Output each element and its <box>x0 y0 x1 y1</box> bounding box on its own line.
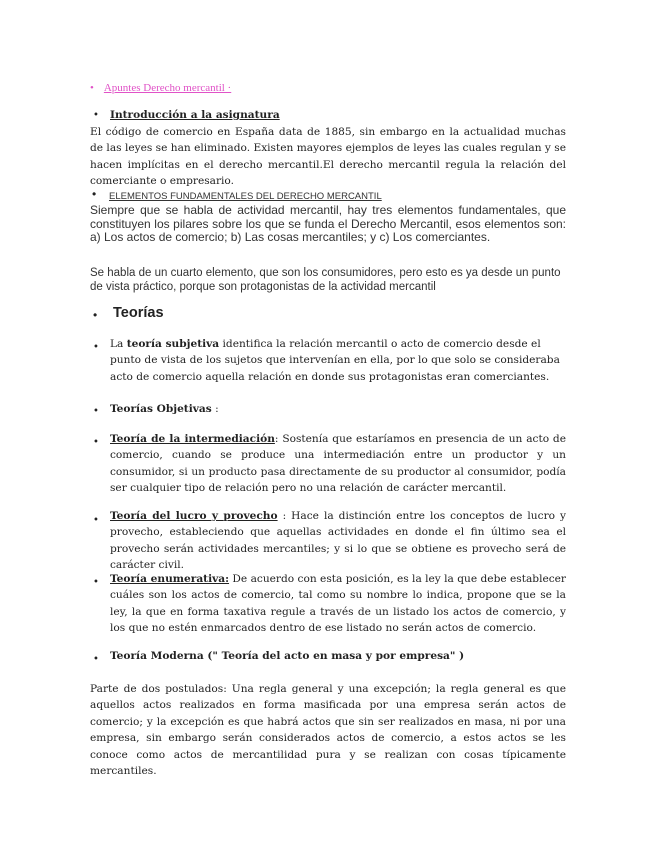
moderna-heading: Teoría Moderna (" Teoría del acto en masa y por empresa" ) <box>110 650 465 662</box>
bullet: • <box>93 342 99 353</box>
moderna-body: Parte de dos postulados: Una regla general y una excepción; la regla general es que aquellos actos realizados en forma masificada por una empresa serán actos de comercio; y la excepción es que habrá actos que sin ser realizados en masa, ni por una empresa, sin embargo serán considerados actos de comercio, a estos actos se les conoce como actos de mercantilidad pura y se realizan con cosas típicamente mercantiles. <box>90 683 566 778</box>
teoria-subjetiva <box>110 336 566 385</box>
bullet: • <box>93 654 99 665</box>
bullet: • <box>93 437 99 448</box>
bullet: • <box>93 308 98 322</box>
lucro-body: : Hace la distinción entre los conceptos de lucro y provecho, estableciendo que aquellas actividades en donde el fin último sea el provecho serán actividades mercantiles; y si lo que se obtiene es provecho será de carácter civil. <box>110 510 566 572</box>
subjetiva-body: identifica la relación mercantil o acto de comercio desde el punto de vista de los sujetos que intervenían en ella, por lo que solo se consideraba acto de comercio aquella relación en donde sus protagonistas eran comerciantes. <box>110 338 560 383</box>
bullet: • <box>92 187 97 201</box>
intermediacion-body: : Sostenía que estaríamos en presencia de un acto de comercio, cuando se produce una intermediación entre un productor y un consumidor, si un producto pasa directamente de su productor al consumidor, podía ser cualquier tipo de relación pero no una relación de carácter mercantil. <box>110 433 566 495</box>
bullet: • <box>93 406 99 417</box>
teoria-enumerativa <box>110 571 566 637</box>
elementos-heading: ELEMENTOS FUNDAMENTALES DEL DERECHO MERCANTIL <box>109 191 382 202</box>
intro-heading: Introducción a la asignatura <box>110 109 280 121</box>
enumerativa-body: De acuerdo con esta posición, es la ley la que debe establecer cuáles son los actos de comercio, tal como su nombre lo indica, propone que se la ley, la que en forma taxativa regule a través de un listado los actos de comercio, y los que no estén enmarcados dentro de ese listado no serán actos de comercio. <box>110 573 566 635</box>
title-bullet: • <box>90 82 94 94</box>
teorias-heading: Teorías <box>113 305 164 321</box>
bullet: • <box>93 515 99 526</box>
bullet: • <box>93 577 99 588</box>
teoria-lucro <box>110 508 566 574</box>
bullet: • <box>93 110 99 121</box>
elementos-body-2: Se habla de un cuarto elemento, que son los consumidores, pero esto es ya desde un punto de vista práctico, porque son protagonistas de la actividad mercantil <box>90 267 561 293</box>
teoria-intermediacion <box>110 431 566 497</box>
intermediacion-term: Teoría de la intermediación <box>110 433 275 445</box>
teorias-objetivas <box>110 401 219 417</box>
enumerativa-term: Teoría enumerativa: <box>110 573 230 585</box>
lucro-term: Teoría del lucro y provecho <box>110 510 278 522</box>
elementos-body: Siempre que se habla de actividad mercantil, hay tres elementos fundamentales, que constituyen los pilares sobre los que se funda el Derecho Mercantil, esos elementos son: a) Los actos de comercio; b) Las cosas mercantiles; y c) Los comerciantes. <box>90 203 566 244</box>
subjetiva-pre: La <box>110 338 127 350</box>
title-line <box>90 78 231 96</box>
objetivas-after: : <box>211 403 219 415</box>
intro-body: El código de comercio en España data de 1885, sin embargo en la actualidad muchas de las leyes se han eliminado. Existen mayores ejemplos de leyes las cuales regulan y se hacen implícitas en el derecho mercantil.El derecho mercantil regula la relación del comerciante o empresario. <box>90 126 566 188</box>
subjetiva-term: teoría subjetiva <box>126 338 220 350</box>
objetivas-term: Teorías Objetivas <box>110 403 212 415</box>
title-link[interactable]: Apuntes Derecho mercantil · <box>103 82 232 94</box>
